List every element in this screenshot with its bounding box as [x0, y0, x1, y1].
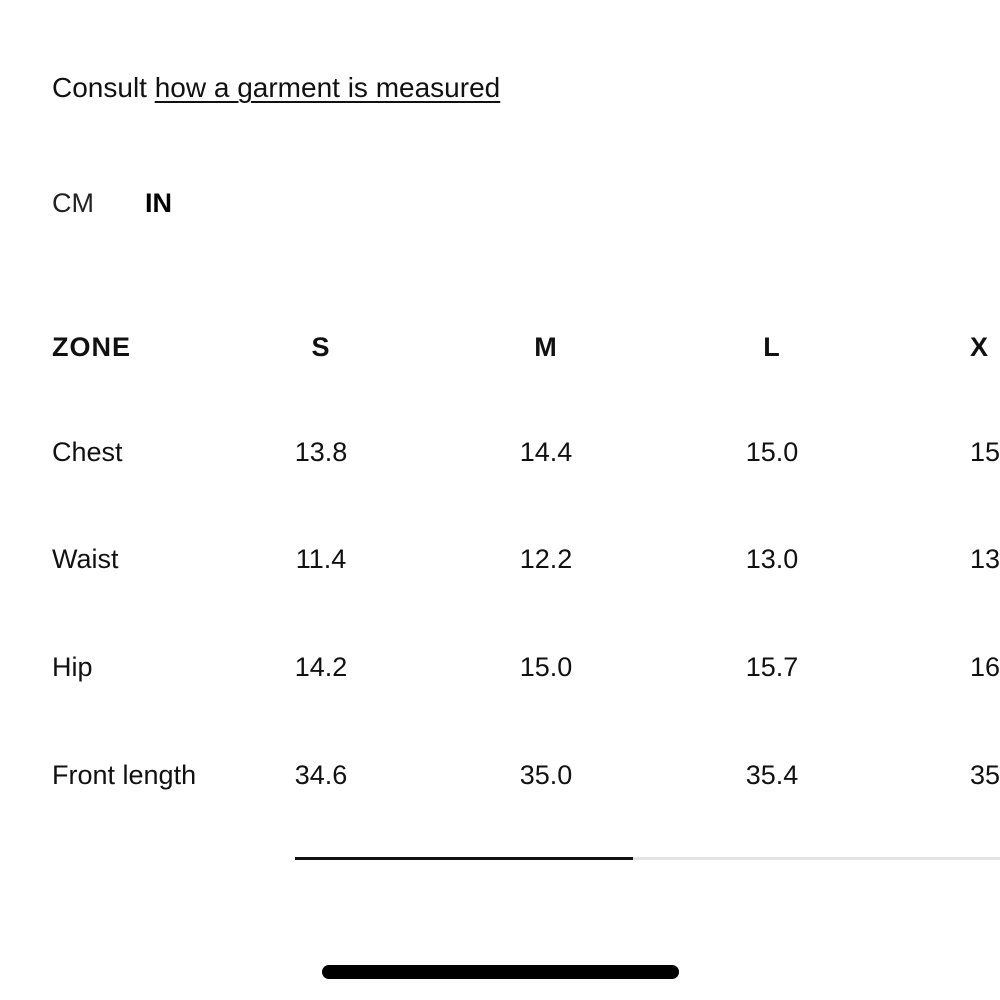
table-cell: 14.2	[294, 652, 348, 682]
scrollbar-thumb[interactable]	[295, 857, 633, 860]
table-row	[0, 427, 1000, 477]
unit-in-option[interactable]: IN	[145, 188, 172, 218]
row-zone-label: Hip	[52, 652, 93, 682]
home-indicator[interactable]	[322, 965, 679, 979]
header-size-m: M	[534, 332, 558, 362]
horizontal-scrollbar[interactable]	[295, 857, 1000, 860]
table-cell: 15.0	[745, 437, 799, 467]
table-row	[0, 534, 1000, 584]
row-zone-label: Waist	[52, 544, 119, 574]
consult-line	[52, 70, 500, 106]
table-cell: 35.0	[519, 760, 573, 790]
table-row	[0, 642, 1000, 692]
unit-toggle	[52, 186, 172, 220]
table-cell: 35.4	[745, 760, 799, 790]
table-cell: 15	[970, 437, 1000, 467]
table-cell: 34.6	[294, 760, 348, 790]
table-cell: 16	[970, 652, 1000, 682]
row-zone-label: Chest	[52, 437, 123, 467]
header-zone: ZONE	[52, 332, 132, 362]
row-zone-label: Front length	[52, 760, 197, 790]
table-cell: 12.2	[519, 544, 573, 574]
size-table[interactable]	[0, 320, 1000, 820]
table-cell: 15.7	[745, 652, 799, 682]
header-size-s: S	[311, 332, 331, 362]
header-size-x: X	[970, 332, 990, 362]
table-cell: 35	[970, 760, 1000, 790]
unit-cm-option[interactable]: CM	[52, 188, 94, 218]
table-cell: 11.4	[295, 544, 347, 574]
table-cell: 13.0	[745, 544, 799, 574]
table-cell: 13	[970, 544, 1000, 574]
table-row	[0, 750, 1000, 800]
consult-prefix: Consult	[52, 72, 147, 103]
table-cell: 14.4	[519, 437, 573, 467]
header-size-l: L	[763, 332, 781, 362]
table-cell: 13.8	[294, 437, 348, 467]
table-cell: 15.0	[519, 652, 573, 682]
table-header-row	[0, 322, 1000, 372]
how-measured-link[interactable]: how a garment is measured	[154, 72, 501, 103]
